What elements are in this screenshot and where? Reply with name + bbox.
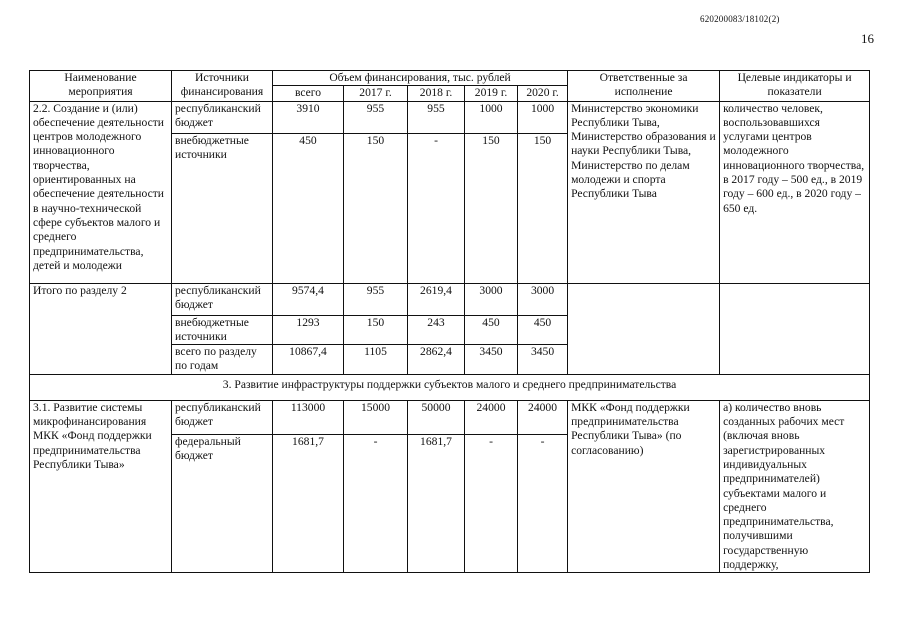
responsible-cell (568, 283, 720, 374)
value-cell: 1000 (465, 101, 518, 133)
value-cell: 24000 (518, 400, 568, 434)
value-cell: 50000 (408, 400, 465, 434)
section-row (30, 374, 870, 400)
col-header-sources: Источники финансирования (172, 71, 273, 102)
page-number: 16 (861, 31, 874, 46)
value-cell: 3000 (518, 283, 568, 315)
source-cell: республиканский бюджет (172, 101, 273, 133)
value-cell: 2619,4 (408, 283, 465, 315)
source-cell: республиканский бюджет (172, 283, 273, 315)
value-cell: 1105 (344, 345, 408, 375)
value-cell: 24000 (465, 400, 518, 434)
item-name: 3.1. Развитие системы микрофинансирования МКК «Фонд поддержки предпринимательства Республики Тыва» (30, 400, 172, 573)
value-cell: - (518, 434, 568, 572)
source-cell: всего по разделу по годам (172, 345, 273, 375)
item-name: 2.2. Создание и (или) обеспечение деятельности центров молодежного инновационного творчества, ориентированных на обеспечение деятельности в научно-технической сфере субъектов малого и среднего предпринимательства, детей и молодежи (30, 101, 172, 283)
value-cell: - (408, 133, 465, 283)
value-cell: 243 (408, 315, 465, 345)
col-header-financing: Объем финансирования, тыс. рублей (273, 71, 568, 86)
value-cell: 1681,7 (408, 434, 465, 572)
col-header-2017: 2017 г. (344, 86, 408, 101)
table-row (30, 400, 870, 434)
value-cell: 15000 (344, 400, 408, 434)
value-cell: 3000 (465, 283, 518, 315)
responsible-cell: Министерство экономики Республики Тыва, Министерство образования и науки Республики Тыва, Министерство по делам молодежи и спорта Республики Тыва (568, 101, 720, 283)
col-header-2020: 2020 г. (518, 86, 568, 101)
indicators-cell: а) количество вновь созданных рабочих мест (включая вновь зарегистрированных индивидуальных предпринимателей) субъектами малого и среднего предпринимательства, получившими государственную поддержку, (720, 400, 870, 573)
value-cell: 955 (344, 283, 408, 315)
value-cell: 10867,4 (273, 345, 344, 375)
value-cell: 3450 (465, 345, 518, 375)
source-cell: внебюджетные источники (172, 133, 273, 283)
indicators-cell: количество человек, воспользовавшихся услугами центров молодежного инновационного творчества, в 2017 году – 500 ед., в 2019 году – 600 ед., в 2020 году – 650 ед. (720, 101, 870, 283)
source-cell: республиканский бюджет (172, 400, 273, 434)
value-cell: 1000 (518, 101, 568, 133)
value-cell: - (465, 434, 518, 572)
value-cell: 113000 (273, 400, 344, 434)
value-cell: 450 (518, 315, 568, 345)
document-id: 620200083/18102(2) (700, 14, 780, 24)
value-cell: 1293 (273, 315, 344, 345)
value-cell: 450 (273, 133, 344, 283)
value-cell: 3450 (518, 345, 568, 375)
value-cell: 150 (344, 315, 408, 345)
source-cell: федеральный бюджет (172, 434, 273, 572)
col-header-total: всего (273, 86, 344, 101)
item-name: Итого по разделу 2 (30, 283, 172, 374)
value-cell: 955 (344, 101, 408, 133)
source-cell: внебюджетные источники (172, 315, 273, 345)
header-row-1 (30, 71, 870, 86)
col-header-2019: 2019 г. (465, 86, 518, 101)
table-row (30, 101, 870, 133)
value-cell: - (344, 434, 408, 572)
col-header-indicators: Целевые индикаторы и показатели (720, 71, 870, 102)
responsible-cell: МКК «Фонд поддержки предпринимательства Республики Тыва» (по согласованию) (568, 400, 720, 573)
value-cell: 1681,7 (273, 434, 344, 572)
section-title: 3. Развитие инфраструктуры поддержки субъектов малого и среднего предпринимательства (30, 374, 870, 400)
col-header-2018: 2018 г. (408, 86, 465, 101)
col-header-name: Наименование мероприятия (30, 71, 172, 102)
value-cell: 150 (344, 133, 408, 283)
table-row (30, 283, 870, 315)
value-cell: 9574,4 (273, 283, 344, 315)
indicators-cell (720, 283, 870, 374)
value-cell: 3910 (273, 101, 344, 133)
financing-table (29, 70, 870, 573)
value-cell: 150 (518, 133, 568, 283)
value-cell: 955 (408, 101, 465, 133)
col-header-responsible: Ответственные за исполнение (568, 71, 720, 102)
value-cell: 450 (465, 315, 518, 345)
value-cell: 150 (465, 133, 518, 283)
value-cell: 2862,4 (408, 345, 465, 375)
